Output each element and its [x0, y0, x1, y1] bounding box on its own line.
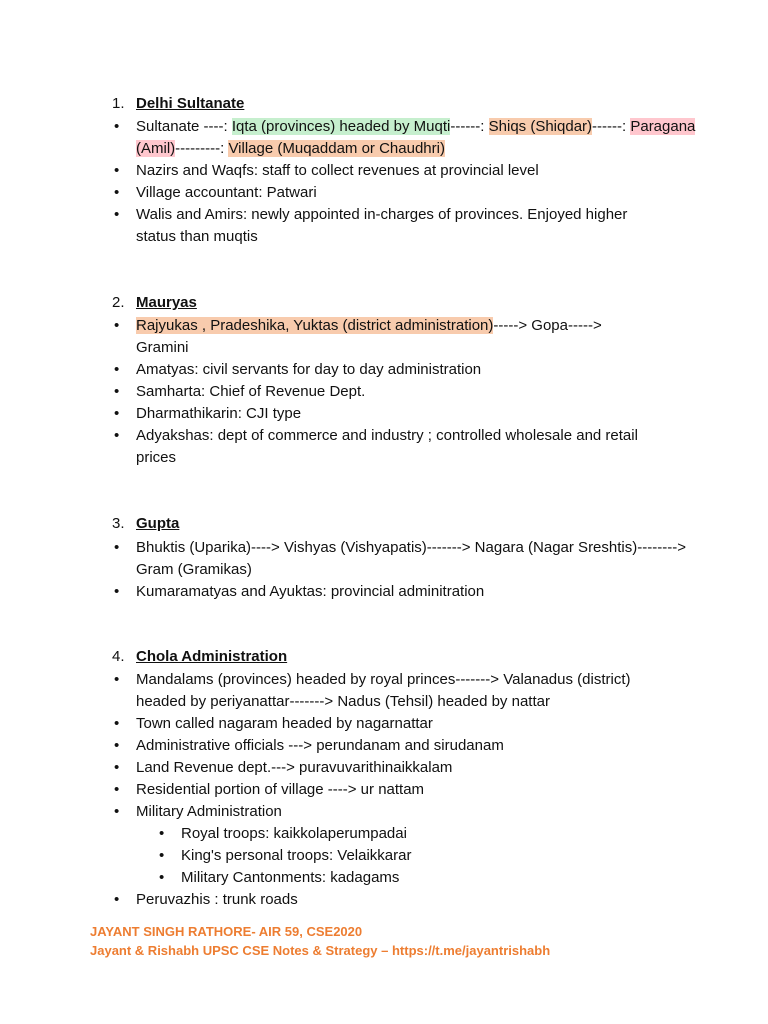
section-number: 3. — [112, 515, 125, 532]
sub-list-item: • Military Cantonments: kadagams — [110, 867, 710, 889]
list-item: • Military Administration — [110, 801, 710, 823]
bullet-list-chola — [110, 669, 710, 911]
list-item: • Administrative officials ---> perundanam and sirudanam — [110, 735, 710, 757]
list-item: • Town called nagaram headed by nagarnattar — [110, 713, 710, 735]
footer-notes-line: Jayant & Rishabh UPSC CSE Notes & Strategy – https://t.me/jayantrishabh — [90, 943, 551, 958]
list-item: • Bhuktis (Uparika)----> Vishyas (Vishyapatis)-------> Nagara (Nagar Sreshtis)--------> Gram (Gramikas) — [110, 537, 696, 581]
list-item — [110, 116, 710, 160]
sub-list-item: • Royal troops: kaikkolaperumpadai — [110, 823, 710, 845]
text-run: ------: — [450, 118, 489, 135]
section-heading-gupta — [112, 513, 179, 535]
list-item: • Adyakshas: dept of commerce and industry ; controlled wholesale and retail prices — [110, 425, 656, 469]
list-item: • Walis and Amirs: newly appointed in-charges of provinces. Enjoyed higher status than muqtis — [110, 204, 656, 248]
sub-list-item: • King's personal troops: Velaikkarar — [110, 845, 710, 867]
text-run: ------: — [592, 118, 631, 135]
bullet-list-delhi-sultanate — [110, 116, 710, 248]
list-item: • Peruvazhis : trunk roads — [110, 889, 710, 911]
list-item: • Land Revenue dept.---> puravuvarithinaikkalam — [110, 757, 710, 779]
list-item: • Samharta: Chief of Revenue Dept. — [110, 381, 710, 403]
list-item: • Residential portion of village ----> ur nattam — [110, 779, 710, 801]
section-heading-mauryas — [112, 292, 197, 314]
list-item: • Kumaramatyas and Ayuktas: provincial adminitration — [110, 581, 710, 603]
highlight-paragana: Paragana (Amil) — [136, 118, 696, 157]
highlight-iqta: Iqta (provinces) headed by Muqti — [231, 118, 451, 135]
bullet-list-gupta — [110, 537, 710, 603]
list-item: • Mandalams (provinces) headed by royal princes-------> Valanadus (district) headed by periyanattar-------> Nadus (Tehsil) headed by nattar — [110, 669, 676, 713]
section-title: Delhi Sultanate — [136, 95, 245, 112]
section-heading-chola-administration — [112, 646, 287, 668]
text-run: Sultanate ----: — [136, 118, 232, 135]
text-run: -----> Gopa-----> Gramini — [136, 317, 602, 356]
list-item — [110, 315, 636, 359]
section-title: Mauryas — [136, 294, 197, 311]
list-item: • Dharmathikarin: CJI type — [110, 403, 710, 425]
footer-author-line: JAYANT SINGH RATHORE- AIR 59, CSE2020 — [90, 924, 363, 939]
section-number: 2. — [112, 294, 125, 311]
highlight-village: Village (Muqaddam or Chaudhri) — [228, 140, 445, 157]
section-title: Chola Administration — [136, 648, 288, 665]
bullet-list-mauryas — [110, 315, 710, 469]
section-title: Gupta — [136, 515, 180, 532]
list-item: • Amatyas: civil servants for day to day administration — [110, 359, 710, 381]
section-heading-delhi-sultanate — [112, 93, 244, 115]
list-item: • Village accountant: Patwari — [110, 182, 710, 204]
highlight-shiqs: Shiqs (Shiqdar) — [488, 118, 593, 135]
text-run: ---------: — [175, 140, 229, 157]
section-number: 4. — [112, 648, 125, 665]
highlight-rajyukas: Rajyukas , Pradeshika, Yuktas (district administration) — [136, 317, 494, 334]
section-number: 1. — [112, 95, 125, 112]
list-item: • Nazirs and Waqfs: staff to collect revenues at provincial level — [110, 160, 710, 182]
